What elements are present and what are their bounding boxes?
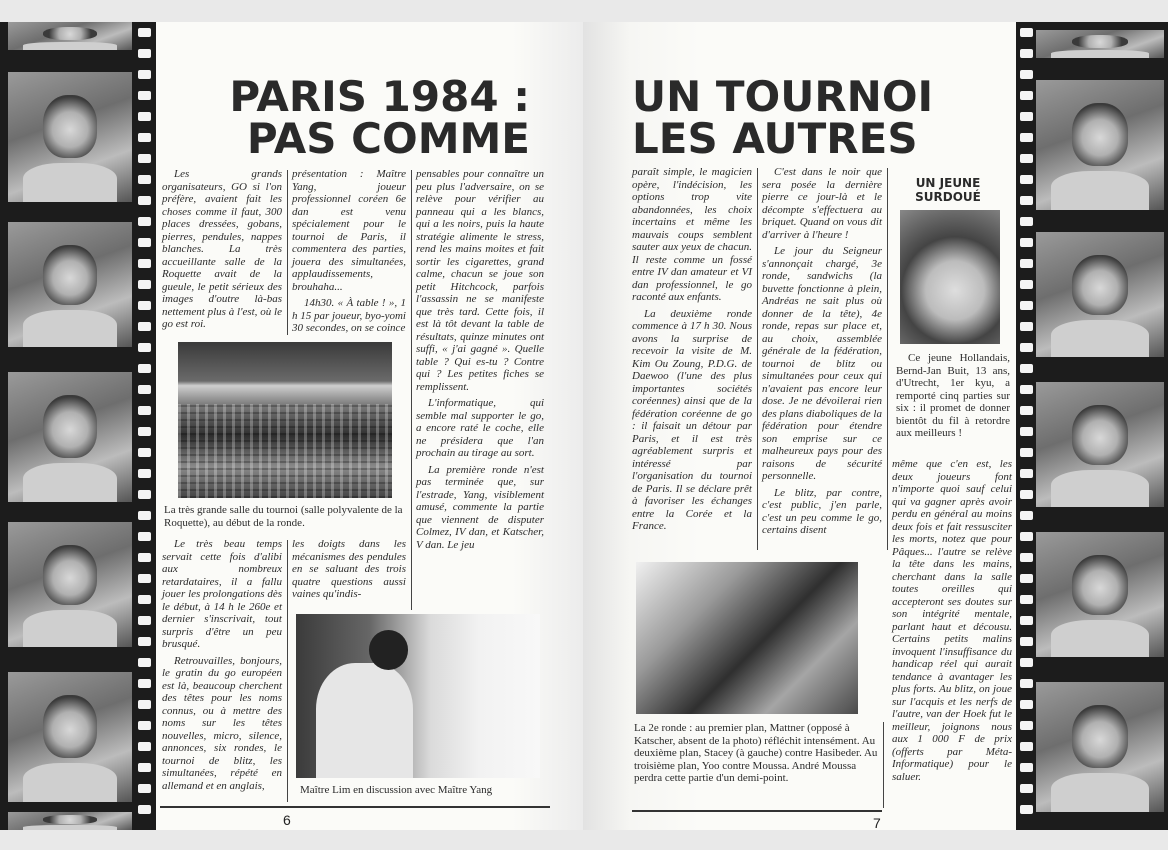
film-sprocket-hole bbox=[1020, 427, 1033, 436]
film-sprocket-hole bbox=[1020, 763, 1033, 772]
film-sprocket-hole bbox=[138, 49, 151, 58]
paragraph: pensables pour connaître un peu plus l'adversaire, on se relève pour vérifier au panneau qui a les blancs, qui a les noirs, puis la haute stratégie alimente le stress, rend les mains moites et fait sortir les cigarettes, grand calme, chacun se joue son petit Hitchcock, parfois l'assassin ne se manifeste que très tard. Cette fois, il est là tôt devant la table de résultats, quinze minutes ont suffi, « j'ai gagné ». Quelle table ? Qui es-tu ? Contre qui ? Les petites fiches se remplissent. bbox=[416, 168, 544, 393]
film-sprocket-hole bbox=[138, 700, 151, 709]
left-column-2-bottom bbox=[292, 538, 406, 605]
right-column-2 bbox=[762, 166, 882, 541]
paragraph: même que c'en est, les deux joueurs font n'importe quoi sauf celui qui va gagner après avoir perdu en général au moins deux fois et fait ressusciter les morts, notez que pour Pâques... l'autre se relève la tête dans les mains, cherchant dans la salle toutes oreilles qui accepteront ses doutes sur son intégrité mentale, parlant haut et décousu. Certains petits malins invoquent l'insuffisance du handicap réel qui aurait tendance à avantager les plus forts. Au blitz, on joue sur l'acquis et les nerfs de l'autre, van der Hoek fut le meilleur, joignons nous aux 1 000 F de prix (offerts par Méta-Informatique) pour le saluer. bbox=[892, 458, 1012, 783]
film-sprocket-hole bbox=[138, 658, 151, 667]
film-sprocket-hole bbox=[138, 595, 151, 604]
film-frame-photo bbox=[1036, 682, 1164, 812]
column-rule bbox=[411, 170, 412, 610]
right-column-1 bbox=[632, 166, 752, 537]
headline-right bbox=[632, 72, 952, 163]
film-sprocket-hole bbox=[1020, 196, 1033, 205]
headline-right-line-2: LES AUTRES bbox=[632, 114, 918, 163]
film-sprocket-hole bbox=[138, 721, 151, 730]
film-sprocket-hole bbox=[1020, 280, 1033, 289]
film-sprocket-hole bbox=[1020, 700, 1033, 709]
film-sprocket-hole bbox=[1020, 112, 1033, 121]
film-sprocket-hole bbox=[138, 532, 151, 541]
film-sprocket-hole bbox=[1020, 805, 1033, 814]
film-sprocket-hole bbox=[1020, 28, 1033, 37]
film-sprocket-hole bbox=[1020, 238, 1033, 247]
film-sprocket-hole bbox=[1020, 364, 1033, 373]
film-sprocket-hole bbox=[138, 490, 151, 499]
film-sprocket-hole bbox=[1020, 301, 1033, 310]
caption-maitre-lim: Maître Lim en discussion avec Maître Yang bbox=[300, 784, 493, 796]
film-sprocket-hole bbox=[138, 343, 151, 352]
film-sprocket-hole bbox=[138, 301, 151, 310]
filmstrip-right bbox=[1016, 22, 1168, 830]
paragraph: Le très beau temps servait cette fois d'alibi aux nombreux retardataires, il a fallu jouer les prolongations dès le début, à 14 h le 260e et dernier s'inscrivait, tout surpris d'être un peu brusqué. bbox=[162, 538, 282, 650]
film-sprocket-hole bbox=[1020, 469, 1033, 478]
film-sprocket-hole bbox=[1020, 385, 1033, 394]
film-sprocket-hole bbox=[1020, 322, 1033, 331]
film-sprocket-hole bbox=[1020, 553, 1033, 562]
photo-maitre-lim-and-yang bbox=[296, 614, 540, 778]
film-sprocket-hole bbox=[138, 70, 151, 79]
paragraph: 14h30. « À table ! », 1 h 15 par joueur, byo-yomi 30 secondes, on se coince bbox=[292, 297, 406, 334]
film-sprocket-hole bbox=[138, 406, 151, 415]
film-sprocket-hole bbox=[1020, 217, 1033, 226]
film-sprocket-hole bbox=[1020, 616, 1033, 625]
left-column-3 bbox=[416, 168, 544, 555]
film-frame-photo bbox=[8, 222, 132, 347]
column-rule bbox=[287, 170, 288, 335]
film-sprocket-hole bbox=[138, 637, 151, 646]
headline-left-line-2: PAS COMME bbox=[246, 114, 530, 163]
film-frame-photo bbox=[1036, 382, 1164, 507]
film-frame-photo bbox=[8, 812, 132, 830]
paragraph: C'est dans le noir que sera posée la dernière pierre ce jour-là et le décompte s'effectuera au briquet. Quand on vous dit d'arriver à l'heure ! bbox=[762, 166, 882, 241]
film-sprocket-hole bbox=[1020, 448, 1033, 457]
film-sprocket-hole bbox=[1020, 406, 1033, 415]
page-bottom-rule bbox=[160, 806, 550, 808]
film-frame-photo bbox=[1036, 232, 1164, 357]
paragraph: La première ronde n'est pas terminée que, sur l'estrade, Yang, visiblement amusé, commente la partie que viennent de disputer Colmez, IV dan, et Katscher, V dan. Le jeu bbox=[416, 463, 544, 551]
film-sprocket-hole bbox=[1020, 658, 1033, 667]
column-rule bbox=[887, 168, 888, 550]
film-sprocket-hole bbox=[138, 469, 151, 478]
film-sprocket-hole bbox=[1020, 532, 1033, 541]
film-sprocket-hole bbox=[138, 196, 151, 205]
page-bottom-rule bbox=[632, 810, 882, 812]
film-sprocket-hole bbox=[138, 322, 151, 331]
page-number-right: 7 bbox=[873, 815, 881, 831]
paragraph: Retrouvailles, bonjours, le gratin du go européen est là, beaucoup cherchent des têtes pour les noms connus, ou à mettre des noms sur les têtes nouvelles, micro, silence, annonces, six rondes, le tournoi de blitz, les simultanées, répété en allemand et en anglais, bbox=[162, 654, 282, 792]
caption-tournament-hall: La très grande salle du tournoi (salle polyvalente de la Roquette), au début de la ronde. bbox=[164, 504, 403, 529]
film-sprocket-hole bbox=[1020, 721, 1033, 730]
film-sprocket-hole bbox=[1020, 154, 1033, 163]
paragraph: Le jour du Seigneur s'annonçait chargé, 3e ronde, sandwichs (la buvette fonctionne à plein, Andréas ne sait plus où donner de la tête), 4e ronde, repas sur place et, au choix, assemblée générale de la fédération, tournoi de blitz ou simultanées pour ceux qui n'avaient pas encore leur dose. Je ne dévoilerai rien des plans diaboliques de la fédération pour étendre son emprise sur ce malheureux pays pour des raisons de sécurité personnelle. bbox=[762, 245, 882, 482]
photo-tournament-hall bbox=[178, 342, 392, 498]
sidebar-heading-line-2: SURDOUÉ bbox=[915, 190, 981, 204]
film-sprocket-hole bbox=[138, 91, 151, 100]
paragraph: présentation : Maître Yang, joueur professionnel coréen 6e dan est venu spécialement pour le tournoi de Paris, il commentera des parties, jouera des simultanées, applaudissements, brouhaha... bbox=[292, 168, 406, 293]
film-frame-photo bbox=[1036, 532, 1164, 657]
film-sprocket-hole bbox=[138, 364, 151, 373]
film-sprocket-hole bbox=[1020, 679, 1033, 688]
paragraph: L'informatique, qui semble mal supporter le go, a encore raté le coche, elle ne présidera que l'an prochain au tirage au sort. bbox=[416, 397, 544, 459]
film-sprocket-hole bbox=[1020, 175, 1033, 184]
film-sprocket-hole bbox=[138, 511, 151, 520]
film-frame-photo bbox=[8, 22, 132, 50]
film-frame-photo bbox=[1036, 30, 1164, 58]
left-column-1-top bbox=[162, 168, 282, 335]
film-sprocket-hole bbox=[138, 133, 151, 142]
paragraph: Les grands organisateurs, GO si l'on préfère, avaient fait les choses comme il faut, 300 places dressées, gobans, pierres, pendules, nappes blanches. La très accueillante salle de la Roquette avait de la gueule, le petit sérieux des images d'outre là-bas nettement plus à l'est, où le go est roi. bbox=[162, 168, 282, 330]
film-sprocket-hole bbox=[1020, 490, 1033, 499]
film-sprocket-hole bbox=[1020, 511, 1033, 520]
film-sprocket-hole bbox=[138, 280, 151, 289]
sidebar-heading bbox=[898, 176, 998, 204]
left-column-2-top bbox=[292, 168, 406, 339]
film-sprocket-hole bbox=[138, 259, 151, 268]
film-sprocket-hole bbox=[138, 112, 151, 121]
film-sprocket-hole bbox=[138, 616, 151, 625]
film-sprocket-hole bbox=[138, 742, 151, 751]
film-sprocket-hole bbox=[138, 175, 151, 184]
film-frame-photo bbox=[1036, 80, 1164, 210]
film-sprocket-hole bbox=[1020, 343, 1033, 352]
film-sprocket-hole bbox=[138, 553, 151, 562]
headline-right-line-1: UN TOURNOI bbox=[632, 72, 934, 121]
paragraph: paraît simple, le magicien opère, l'indécision, les options trop vite abandonnées, les choix incertains et même les mauvais coups semblent sauter aux yeux de chacun. Il reste comme un fossé entre IV dan amateur et VI dan professionnel, le go raconté aux enfants. bbox=[632, 166, 752, 303]
filmstrip-left bbox=[0, 22, 156, 830]
paragraph: Le blitz, par contre, c'est public, j'en parle, c'est un peu comme le go, certains disent bbox=[762, 486, 882, 536]
film-sprocket-hole bbox=[1020, 133, 1033, 142]
film-sprocket-hole bbox=[1020, 49, 1033, 58]
photo-second-round bbox=[636, 562, 858, 714]
sidebar-text: Ce jeune Hollandais, Bernd-Jan Buit, 13 ans, d'Utrecht, 1er kyu, a remporté cinq parties sur six : il promet de donner bientôt du fil à retordre aux meilleurs ! bbox=[896, 352, 1010, 439]
right-column-3 bbox=[892, 458, 1012, 787]
film-sprocket-hole bbox=[138, 574, 151, 583]
caption-second-round: La 2e ronde : au premier plan, Mattner (opposé à Katscher, absent de la photo) réfléchit intensément. Au deuxième plan, Stacey (à gauche) contre Hasibeder. Au troisième plan, Yoo contre Moussa. André Moussa perdra cette partie d'un demi-point. bbox=[634, 722, 878, 784]
film-sprocket-hole bbox=[1020, 91, 1033, 100]
film-sprocket-hole bbox=[138, 805, 151, 814]
film-sprocket-hole bbox=[1020, 784, 1033, 793]
page-number-left: 6 bbox=[283, 812, 291, 828]
film-sprocket-hole bbox=[138, 28, 151, 37]
paragraph: les doigts dans les mécanismes des pendules en se saluant des trois quatre questions aussi vaines qu'indis- bbox=[292, 538, 406, 600]
film-sprocket-hole bbox=[1020, 70, 1033, 79]
film-sprocket-hole bbox=[138, 154, 151, 163]
film-sprocket-hole bbox=[138, 784, 151, 793]
film-frame-photo bbox=[8, 72, 132, 202]
film-sprocket-hole bbox=[138, 679, 151, 688]
film-sprocket-hole bbox=[1020, 595, 1033, 604]
photo-bernd-jan-buit bbox=[900, 210, 1000, 344]
paragraph: La deuxième ronde commence à 17 h 30. Nous avons la surprise de recevoir la visite de M. Kim Ou Zoung, P.D.G. de Daewoo (l'une des plus importantes sociétés coréennes) ainsi que de la fédération coréenne de go : il faisait un détour par Paris, et il est très agréablement surpris et intéressé par l'organisation du tournoi de Paris. Il se déclare prêt à favoriser les échanges entre la Corée et la France. bbox=[632, 307, 752, 532]
film-sprocket-hole bbox=[1020, 637, 1033, 646]
film-sprocket-hole bbox=[138, 385, 151, 394]
film-sprocket-hole bbox=[138, 427, 151, 436]
film-frame-photo bbox=[8, 372, 132, 502]
film-sprocket-hole bbox=[138, 217, 151, 226]
film-frame-photo bbox=[8, 672, 132, 802]
sidebar-heading-line-1: UN JEUNE bbox=[915, 176, 981, 190]
film-sprocket-hole bbox=[1020, 574, 1033, 583]
column-rule bbox=[287, 540, 288, 802]
film-sprocket-hole bbox=[138, 763, 151, 772]
left-column-1-bottom bbox=[162, 538, 282, 796]
film-sprocket-hole bbox=[1020, 259, 1033, 268]
column-rule bbox=[883, 722, 884, 808]
film-sprocket-hole bbox=[138, 238, 151, 247]
film-sprocket-hole bbox=[1020, 742, 1033, 751]
film-frame-photo bbox=[8, 522, 132, 647]
film-sprocket-hole bbox=[138, 448, 151, 457]
column-rule bbox=[757, 168, 758, 550]
headline-left bbox=[170, 72, 530, 163]
headline-left-line-1: PARIS 1984 : bbox=[229, 72, 530, 121]
